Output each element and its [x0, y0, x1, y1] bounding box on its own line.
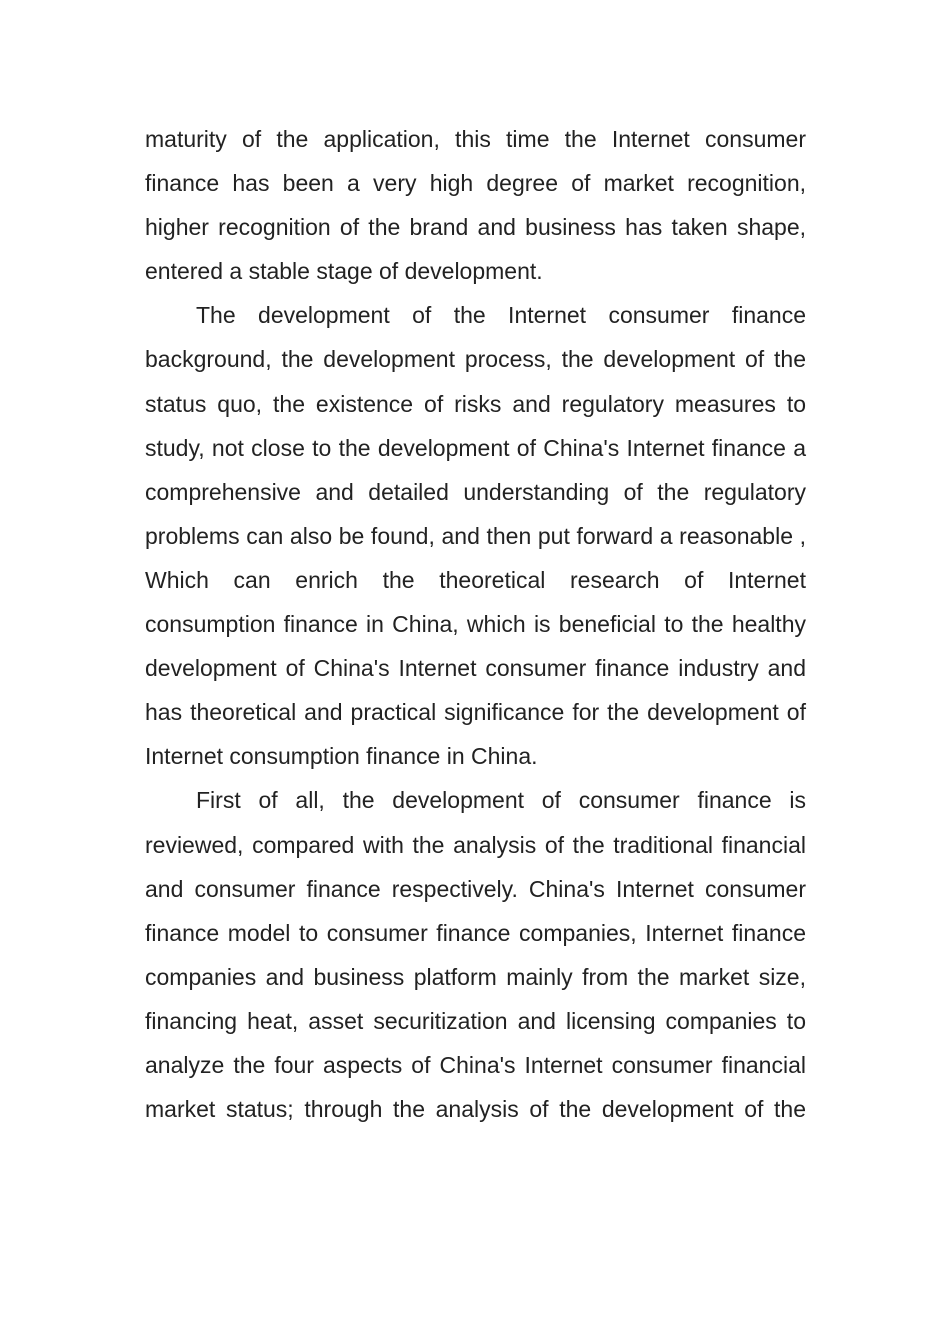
paragraph-1: maturity of the application, this time the Internet consumer finance has been a very high degree of market recognition, higher recognition of the brand and business has taken shape, entered a stable stage of development.	[145, 126, 806, 285]
document-body	[145, 117, 806, 1131]
paragraph-2: The development of the Internet consumer finance background, the development process, the development of the status quo, the existence of risks and regulatory measures to study, not close to the development of China's Internet finance a comprehensive and detailed understanding of the regulatory problems can also be found, and then put forward a reasonable , Which can enrich the theoretical research of Internet consumption finance in China, which is beneficial to the healthy development of China's Internet consumer finance industry and has theoretical and practical significance for the development of Internet consumption finance in China.	[145, 302, 806, 770]
paragraph-3: First of all, the development of consumer finance is reviewed, compared with the analysis of the traditional financial and consumer finance respectively. China's Internet consumer finance model to consumer finance companies, Internet finance companies and business platform mainly from the market size, financing heat, asset securitization and licensing companies to analyze the four aspects of China's Internet consumer financial market status; through the analysis of the development of the	[145, 787, 806, 1123]
